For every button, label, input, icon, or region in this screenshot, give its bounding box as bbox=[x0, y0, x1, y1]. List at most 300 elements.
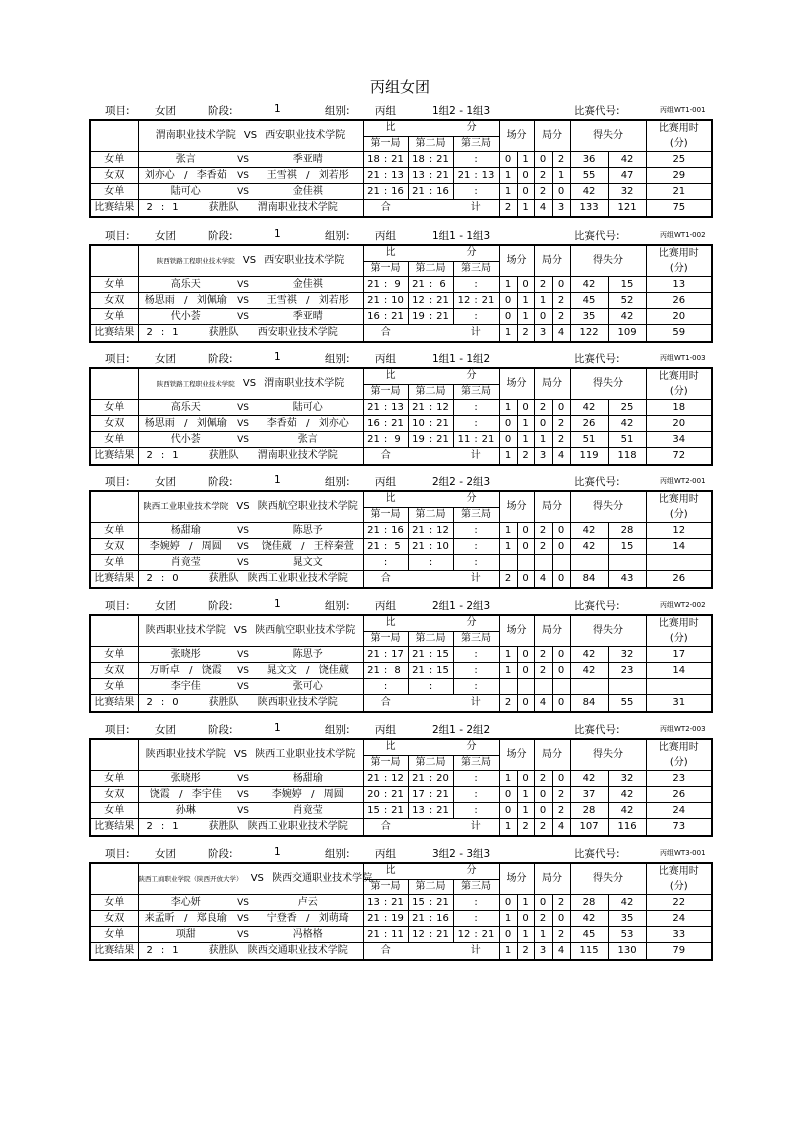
game2-score bbox=[408, 184, 453, 200]
jufen-a: 0 bbox=[534, 803, 552, 819]
score-a: 21 bbox=[367, 185, 380, 197]
score-a bbox=[456, 556, 472, 570]
time-header-unit: (分) bbox=[669, 138, 688, 149]
winner-name: 陕西职业技术学院 bbox=[233, 695, 363, 713]
team-b-players bbox=[253, 895, 363, 911]
match-meta bbox=[89, 351, 711, 367]
points-b: 47 bbox=[608, 168, 646, 184]
game-score bbox=[409, 401, 453, 415]
game-score bbox=[454, 648, 499, 662]
team-a-players bbox=[138, 432, 233, 448]
score-b: 21 bbox=[436, 169, 449, 181]
match-code-label: 比赛代号: bbox=[574, 724, 620, 736]
team-b-players bbox=[253, 416, 363, 432]
points-a: 42 bbox=[570, 647, 608, 663]
score-colon: : bbox=[383, 772, 388, 784]
team-b-name: 陕西航空职业技术学院 bbox=[257, 501, 358, 512]
vs-label: VS bbox=[233, 895, 253, 911]
score-colon: : bbox=[383, 278, 388, 290]
vs-label: VS bbox=[233, 771, 253, 787]
jufen-b: 0 bbox=[552, 663, 570, 679]
player-names bbox=[253, 896, 363, 910]
pairing: 2组1 - 2组3 bbox=[432, 600, 491, 612]
event-row bbox=[90, 787, 712, 803]
points-b: 32 bbox=[608, 771, 646, 787]
group-label: 组别: bbox=[325, 476, 350, 488]
team-score-wrap bbox=[139, 820, 239, 834]
game-score bbox=[364, 928, 408, 942]
vs-label: VS bbox=[236, 501, 250, 512]
score-colon: : bbox=[474, 278, 478, 290]
jufen-a: 2 bbox=[534, 184, 552, 200]
points-a: 45 bbox=[570, 293, 608, 309]
player-name: 郑良瑜 bbox=[196, 912, 227, 924]
result-label: 比赛结果 bbox=[90, 325, 138, 343]
score-b: 21 bbox=[436, 804, 449, 816]
score-a: 21 bbox=[412, 648, 425, 660]
event-row bbox=[90, 555, 712, 571]
player-separator: / bbox=[184, 169, 188, 181]
event-label: 女单 bbox=[90, 895, 138, 911]
score-a: 21 bbox=[367, 912, 380, 924]
match-meta bbox=[89, 846, 711, 862]
game-score bbox=[409, 772, 453, 786]
team-score bbox=[138, 943, 239, 961]
duration: 34 bbox=[646, 432, 712, 448]
score-b bbox=[435, 680, 451, 694]
match-code: 丙组WT2-001 bbox=[660, 477, 706, 485]
score-b bbox=[480, 310, 496, 324]
total-jufen-b: 4 bbox=[552, 448, 570, 466]
group-label: 组别: bbox=[325, 105, 350, 117]
score-colon: : bbox=[383, 524, 388, 536]
player-separator: / bbox=[189, 664, 193, 676]
player-names bbox=[253, 433, 363, 447]
event-label: 女单 bbox=[90, 523, 138, 539]
score-b: 21 bbox=[391, 804, 404, 816]
score-b bbox=[480, 185, 496, 199]
total-label-ji: 计 bbox=[453, 448, 499, 466]
jufen-b: 0 bbox=[552, 539, 570, 555]
jufen-a: 2 bbox=[534, 168, 552, 184]
total-jufen-a: 2 bbox=[534, 819, 552, 837]
match-code: 丙组WT2-003 bbox=[660, 725, 706, 733]
game1-score bbox=[363, 168, 408, 184]
game3-header: 第三局 bbox=[453, 507, 499, 523]
changfen-a: 0 bbox=[499, 432, 517, 448]
game2-header: 第二局 bbox=[408, 261, 453, 277]
time-header: 比赛用时 bbox=[658, 371, 699, 382]
jufen-b: 0 bbox=[552, 911, 570, 927]
points-a: 42 bbox=[570, 771, 608, 787]
score-a: 21 bbox=[367, 664, 380, 676]
team-a-players bbox=[138, 803, 233, 819]
score-b bbox=[480, 524, 496, 538]
vs-label: VS bbox=[233, 787, 253, 803]
player-names bbox=[253, 294, 363, 308]
game2-header: 第二局 bbox=[408, 136, 453, 152]
score-a bbox=[456, 524, 472, 538]
jufen-a: 1 bbox=[534, 432, 552, 448]
score-header-bi: 比 bbox=[385, 865, 396, 877]
changfen-header: 场分 bbox=[499, 491, 534, 523]
score-a: 21 bbox=[412, 524, 425, 536]
player-name: 晁文文 bbox=[266, 664, 297, 676]
event-label: 女双 bbox=[90, 293, 138, 309]
winner-name: 陕西交通职业技术学院 bbox=[233, 943, 363, 961]
game-score bbox=[364, 310, 408, 324]
game-score bbox=[409, 556, 453, 570]
game3-score bbox=[453, 152, 499, 168]
player-separator: / bbox=[306, 294, 310, 306]
points-b: 25 bbox=[608, 400, 646, 416]
score-a bbox=[456, 185, 472, 199]
group-value: 丙组 bbox=[375, 105, 396, 117]
player-name: 张言 bbox=[175, 153, 196, 165]
result-row bbox=[90, 571, 712, 589]
score-colon: : bbox=[428, 417, 433, 429]
jufen-a bbox=[534, 555, 552, 571]
match-block bbox=[89, 228, 711, 343]
event-label: 女双 bbox=[90, 787, 138, 803]
game3-score bbox=[453, 679, 499, 695]
total-points-a: 84 bbox=[570, 571, 608, 589]
score-a bbox=[456, 417, 472, 431]
team-a-players bbox=[138, 539, 233, 555]
player-name: 刘若彤 bbox=[318, 294, 349, 306]
score-b bbox=[480, 912, 496, 926]
score-colon: : bbox=[428, 401, 433, 413]
player-name: 杨思雨 bbox=[144, 417, 175, 429]
vs-label: VS bbox=[233, 293, 253, 309]
jufen-a: 0 bbox=[534, 787, 552, 803]
team-score-wrap bbox=[139, 572, 239, 586]
jufen-header: 局分 bbox=[534, 739, 570, 771]
score-a bbox=[456, 680, 472, 694]
event-label: 女单 bbox=[90, 277, 138, 293]
team-b-players bbox=[253, 647, 363, 663]
score-b: 21 bbox=[436, 896, 449, 908]
score-b: 16 bbox=[391, 524, 404, 536]
player-name: 李香茹 bbox=[196, 169, 227, 181]
score-b: 21 bbox=[436, 153, 449, 165]
game2-header: 第二局 bbox=[408, 879, 453, 895]
score-b: 21 bbox=[391, 788, 404, 800]
player-name: 刘亦心 bbox=[144, 169, 175, 181]
game3-score bbox=[453, 277, 499, 293]
jufen-a: 2 bbox=[534, 400, 552, 416]
duration: 25 bbox=[646, 152, 712, 168]
duration: 14 bbox=[646, 663, 712, 679]
player-separator: / bbox=[189, 540, 193, 552]
team-b-name: 渭南职业技术学院 bbox=[264, 378, 345, 389]
score-b bbox=[480, 540, 496, 554]
team-b-players bbox=[253, 293, 363, 309]
changfen-a: 1 bbox=[499, 277, 517, 293]
game1-score bbox=[363, 400, 408, 416]
total-changfen-a: 2 bbox=[499, 200, 517, 218]
score-a bbox=[456, 153, 472, 167]
game3-score bbox=[453, 168, 499, 184]
total-label-he: 合 bbox=[363, 819, 408, 837]
event-label: 女单 bbox=[90, 432, 138, 448]
points-a: 28 bbox=[570, 803, 608, 819]
jufen-header: 局分 bbox=[534, 491, 570, 523]
group-value: 丙组 bbox=[375, 353, 396, 365]
match-table bbox=[89, 119, 713, 218]
score-a: 21 bbox=[367, 169, 380, 181]
total-changfen-a: 1 bbox=[499, 325, 517, 343]
score-a bbox=[456, 664, 472, 678]
game3-score bbox=[453, 647, 499, 663]
points-a: 42 bbox=[570, 277, 608, 293]
game1-score bbox=[363, 523, 408, 539]
player-names bbox=[139, 433, 234, 447]
changfen-b: 0 bbox=[517, 168, 534, 184]
game-score bbox=[409, 648, 453, 662]
player-separator: / bbox=[184, 417, 188, 429]
game-score bbox=[409, 278, 453, 292]
total-points-b: 118 bbox=[608, 448, 646, 466]
stage-value: 1 bbox=[274, 351, 281, 363]
changfen-b: 0 bbox=[517, 771, 534, 787]
score-colon: : bbox=[474, 648, 478, 660]
score-b bbox=[480, 417, 496, 431]
score-a: 21 bbox=[367, 772, 380, 784]
total-points-a: 122 bbox=[570, 325, 608, 343]
points-b: 23 bbox=[608, 663, 646, 679]
total-spacer bbox=[408, 571, 453, 589]
player-name: 王雪祺 bbox=[266, 294, 297, 306]
team-a-name: 陕西工业职业技术学院 bbox=[143, 502, 229, 512]
score-colon: : bbox=[383, 912, 388, 924]
time-header-unit: (分) bbox=[669, 263, 688, 274]
score-colon: : bbox=[428, 278, 433, 290]
points-b: 42 bbox=[608, 152, 646, 168]
jufen-b: 2 bbox=[552, 803, 570, 819]
total-changfen-b: 2 bbox=[517, 819, 534, 837]
score-a: 17 bbox=[412, 788, 425, 800]
event-label: 女单 bbox=[90, 184, 138, 200]
changfen-a bbox=[499, 679, 517, 695]
points-b: 32 bbox=[608, 647, 646, 663]
total-jufen-a: 3 bbox=[534, 448, 552, 466]
total-label-ji: 计 bbox=[453, 200, 499, 218]
player-name: 宁登香 bbox=[266, 912, 297, 924]
score-a: 21 bbox=[367, 928, 380, 940]
player-names bbox=[139, 772, 234, 786]
total-changfen-b: 1 bbox=[517, 200, 534, 218]
player-name: 刘佩瑜 bbox=[196, 417, 227, 429]
score-a: 21 bbox=[412, 401, 425, 413]
points-a: 36 bbox=[570, 152, 608, 168]
game1-score bbox=[363, 309, 408, 325]
jufen-b: 0 bbox=[552, 523, 570, 539]
vs-label: VS bbox=[243, 130, 258, 141]
team-a-players bbox=[138, 168, 233, 184]
time-header: 比赛用时 bbox=[658, 618, 699, 629]
score-colon: : bbox=[428, 153, 433, 165]
game2-header: 第二局 bbox=[408, 507, 453, 523]
player-name: 季亚晴 bbox=[292, 310, 323, 322]
vs-label: VS bbox=[242, 255, 257, 266]
total-changfen-a: 1 bbox=[499, 819, 517, 837]
points-a: 55 bbox=[570, 168, 608, 184]
project-value: 女团 bbox=[155, 353, 176, 365]
game-score bbox=[409, 540, 453, 554]
match-table bbox=[89, 862, 713, 961]
stage-value: 1 bbox=[274, 103, 281, 115]
winner-name: 渭南职业技术学院 bbox=[233, 448, 363, 466]
score-header-bi: 比 bbox=[385, 493, 396, 505]
changfen-b: 1 bbox=[517, 927, 534, 943]
score-a: 19 bbox=[412, 433, 425, 445]
total-points-b: 109 bbox=[608, 325, 646, 343]
jufen-b: 0 bbox=[552, 400, 570, 416]
team-score-b: 1 bbox=[172, 202, 179, 213]
score-colon: : bbox=[474, 153, 478, 165]
team-score bbox=[138, 571, 239, 589]
changfen-a: 1 bbox=[499, 400, 517, 416]
winner-label: 获胜队 bbox=[208, 327, 239, 338]
winner-label: 获胜队 bbox=[208, 697, 239, 708]
score-b: 9 bbox=[394, 278, 401, 290]
event-label: 女单 bbox=[90, 771, 138, 787]
event-label: 女单 bbox=[90, 679, 138, 695]
score-b: 11 bbox=[391, 928, 404, 940]
player-names bbox=[139, 680, 234, 694]
defen-header: 得失分 bbox=[570, 739, 646, 771]
team-score-colon: : bbox=[160, 821, 165, 832]
team-a-name: 陕西职业技术学院 bbox=[145, 749, 226, 760]
changfen-b: 1 bbox=[517, 416, 534, 432]
player-name: 李宇佳 bbox=[191, 788, 222, 800]
changfen-a: 0 bbox=[499, 293, 517, 309]
team-a-name: 渭南职业技术学院 bbox=[155, 130, 236, 141]
team-score bbox=[138, 448, 239, 466]
match-block bbox=[89, 103, 711, 218]
event-row bbox=[90, 771, 712, 787]
points-b: 15 bbox=[608, 277, 646, 293]
game-score bbox=[454, 294, 499, 308]
changfen-b: 0 bbox=[517, 400, 534, 416]
match-code-label: 比赛代号: bbox=[574, 600, 620, 612]
player-name: 王雪祺 bbox=[266, 169, 297, 181]
total-duration: 72 bbox=[646, 448, 712, 466]
result-label: 比赛结果 bbox=[90, 571, 138, 589]
score-b: 21 bbox=[481, 294, 495, 306]
event-label: 女单 bbox=[90, 152, 138, 168]
score-a: 21 bbox=[412, 278, 425, 290]
game2-score bbox=[408, 168, 453, 184]
score-b: 21 bbox=[391, 153, 404, 165]
player-name: 季亚晴 bbox=[292, 153, 323, 165]
game-score bbox=[409, 912, 453, 926]
game3-score bbox=[453, 432, 499, 448]
total-spacer bbox=[408, 819, 453, 837]
game2-score bbox=[408, 277, 453, 293]
event-row bbox=[90, 168, 712, 184]
team-a-players bbox=[138, 787, 233, 803]
team-score bbox=[138, 325, 239, 343]
points-b: 42 bbox=[608, 309, 646, 325]
player-name: 高乐天 bbox=[170, 401, 201, 413]
vs-label: VS bbox=[233, 523, 253, 539]
points-a bbox=[570, 679, 608, 695]
score-a: 21 bbox=[367, 540, 380, 552]
team-a-name: 陕西工商职业学院（陕西开放大学） bbox=[138, 875, 243, 883]
duration: 26 bbox=[646, 787, 712, 803]
score-b: 21 bbox=[436, 788, 449, 800]
game1-header: 第一局 bbox=[363, 136, 408, 152]
points-a: 51 bbox=[570, 432, 608, 448]
changfen-b: 1 bbox=[517, 787, 534, 803]
event-row bbox=[90, 679, 712, 695]
vs-label: VS bbox=[233, 803, 253, 819]
player-names bbox=[139, 648, 234, 662]
project-label: 项目: bbox=[105, 230, 130, 242]
player-name: 王梓秦萱 bbox=[313, 540, 354, 552]
vs-label: VS bbox=[242, 378, 257, 389]
game-score bbox=[364, 804, 408, 818]
game1-score bbox=[363, 293, 408, 309]
team-score bbox=[138, 200, 239, 218]
score-a: 12 bbox=[412, 928, 425, 940]
event-row bbox=[90, 647, 712, 663]
changfen-a: 1 bbox=[499, 663, 517, 679]
total-label-he: 合 bbox=[363, 448, 408, 466]
team-b-players bbox=[253, 679, 363, 695]
vs-label: VS bbox=[233, 625, 248, 636]
changfen-b: 0 bbox=[517, 277, 534, 293]
changfen-a: 1 bbox=[499, 771, 517, 787]
team-score-colon: : bbox=[160, 945, 165, 956]
total-points-a: 119 bbox=[570, 448, 608, 466]
game-score bbox=[364, 294, 408, 308]
game-score bbox=[364, 540, 408, 554]
score-a bbox=[456, 772, 472, 786]
player-name: 代小荟 bbox=[170, 310, 201, 322]
total-points-b: 116 bbox=[608, 819, 646, 837]
team-b-players bbox=[253, 152, 363, 168]
game1-score bbox=[363, 416, 408, 432]
score-b: 15 bbox=[436, 648, 449, 660]
changfen-a: 1 bbox=[499, 168, 517, 184]
game1-score bbox=[363, 927, 408, 943]
project-value: 女团 bbox=[155, 476, 176, 488]
match-block bbox=[89, 722, 711, 837]
game-score bbox=[454, 804, 499, 818]
changfen-a: 1 bbox=[499, 539, 517, 555]
jufen-b: 0 bbox=[552, 184, 570, 200]
game-score bbox=[364, 401, 408, 415]
jufen-header: 局分 bbox=[534, 245, 570, 277]
score-b: 21 bbox=[436, 417, 449, 429]
points-b: 42 bbox=[608, 787, 646, 803]
total-duration: 75 bbox=[646, 200, 712, 218]
match-code: 丙组WT3-001 bbox=[660, 849, 706, 857]
pairing: 1组1 - 1组2 bbox=[432, 353, 491, 365]
score-a: 18 bbox=[367, 153, 380, 165]
jufen-b: 2 bbox=[552, 927, 570, 943]
score-b: 21 bbox=[391, 417, 404, 429]
score-b bbox=[480, 556, 496, 570]
jufen-a: 0 bbox=[534, 152, 552, 168]
duration: 22 bbox=[646, 895, 712, 911]
score-b bbox=[390, 680, 406, 694]
project-label: 项目: bbox=[105, 600, 130, 612]
total-jufen-b: 0 bbox=[552, 571, 570, 589]
